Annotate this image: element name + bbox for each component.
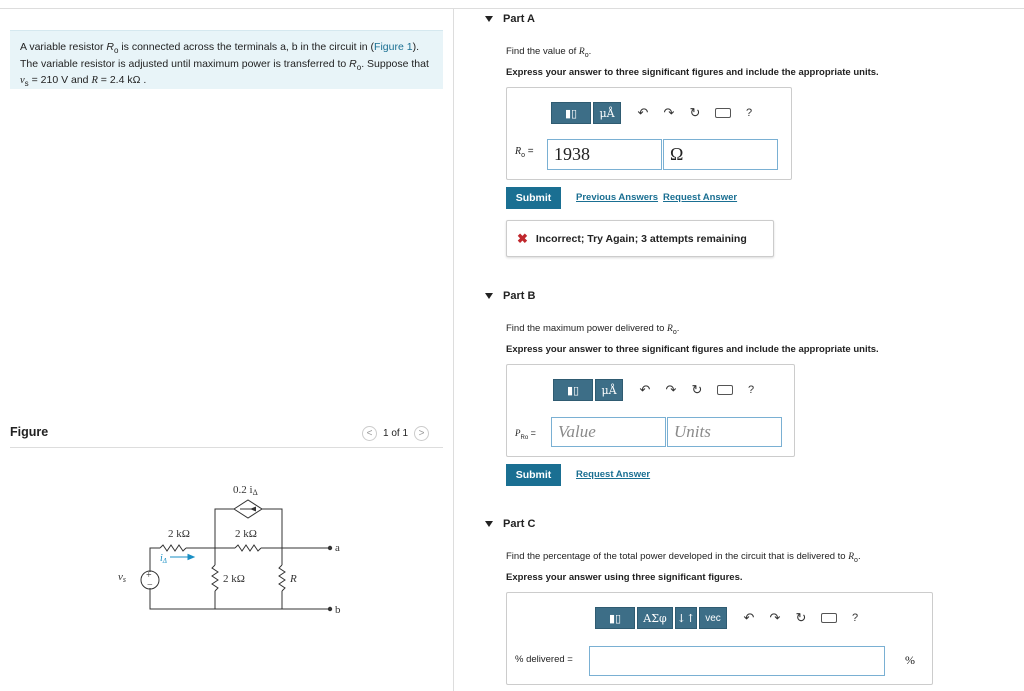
r-top-mid-label: 2 kΩ (235, 528, 257, 540)
part-a-answer-box (506, 87, 792, 180)
part-a-header[interactable] (485, 13, 535, 25)
units-button[interactable]: μÅ (593, 102, 621, 124)
part-a-instruction: Express your answer to three significant figures and include the appropriate units. (506, 67, 879, 78)
r-right-label: R (290, 573, 297, 585)
part-c-answer-box (506, 592, 933, 685)
part-b-toolbar (553, 379, 763, 401)
part-b-header[interactable] (485, 290, 535, 302)
figure-pager (362, 426, 429, 441)
collapse-icon (485, 16, 493, 22)
part-c-unit-label: % (905, 653, 915, 667)
terminal-b (328, 607, 332, 611)
part-c-instruction: Express your answer using three significant figures. (506, 572, 743, 583)
wire-bottom (150, 588, 330, 609)
part-b-answer-box (506, 364, 795, 457)
part-a-units-input[interactable]: Ω (663, 139, 778, 170)
part-a-feedback (506, 220, 774, 257)
wire-source-top (150, 548, 160, 572)
keyboard-icon[interactable] (817, 608, 841, 628)
wire-dep-right (262, 509, 282, 548)
part-a-value-input[interactable]: 1938 (547, 139, 662, 170)
help-icon[interactable]: ? (851, 612, 859, 624)
part-a-question: Find the value of $R_o$. (506, 46, 592, 59)
part-c-title: Part C (503, 518, 536, 530)
keyboard-icon[interactable] (713, 380, 737, 400)
help-icon[interactable]: ? (745, 107, 753, 119)
keyboard-icon[interactable] (711, 103, 735, 123)
part-c-value-input[interactable] (589, 646, 885, 676)
previous-answers-link[interactable]: Previous Answers (576, 192, 659, 203)
vs-label: vs (118, 571, 127, 584)
templates-button[interactable]: ▮▯ (553, 379, 593, 401)
templates-button[interactable]: ▮▯ (595, 607, 635, 629)
part-b-value-input[interactable]: Value (551, 417, 666, 447)
part-a-request-answer-link[interactable]: Request Answer (663, 192, 738, 203)
part-a-var-label: $R_o$ = (515, 146, 534, 159)
figure-divider (10, 447, 443, 448)
undo-icon[interactable]: ↶ (637, 105, 649, 120)
part-a-title: Part A (503, 13, 535, 25)
redo-icon[interactable]: ↷ (665, 382, 677, 397)
incorrect-icon: ✖ (517, 230, 528, 246)
dep-arrow-head (250, 507, 256, 512)
part-c-question: Find the percentage of the total power developed in the circuit that is delivered to $R_o$. (506, 551, 861, 564)
current-label: $i_\Delta$ (160, 553, 167, 565)
r-mid-label: 2 kΩ (223, 573, 245, 585)
r-top-left-label: 2 kΩ (168, 528, 190, 540)
arrows-button[interactable]: ↓↑ (675, 607, 697, 629)
problem-statement (10, 30, 443, 89)
part-b-request-answer-link[interactable]: Request Answer (576, 469, 651, 480)
greek-button[interactable]: ΑΣφ (637, 607, 673, 629)
part-c-header[interactable] (485, 518, 535, 530)
node-a-label: a (335, 542, 340, 554)
dep-source-label: 0.2 iΔ (233, 484, 258, 497)
part-b-units-input[interactable]: Units (667, 417, 782, 447)
vec-button[interactable]: vec (699, 607, 727, 629)
figure-label: Figure (10, 425, 49, 439)
collapse-icon (485, 521, 493, 527)
part-b-instruction: Express your answer to three significant figures and include the appropriate units. (506, 344, 879, 355)
help-icon[interactable]: ? (747, 384, 755, 396)
collapse-icon (485, 293, 493, 299)
figure-link[interactable]: Figure 1 (374, 41, 413, 53)
resistor-top-mid (235, 545, 261, 551)
reset-icon[interactable]: ↻ (691, 382, 703, 397)
pager-text: 1 of 1 (383, 428, 409, 439)
part-b-submit-button[interactable]: Submit (506, 464, 561, 486)
top-divider (0, 8, 1024, 9)
undo-icon[interactable]: ↶ (639, 382, 651, 397)
redo-icon[interactable]: ↷ (769, 610, 781, 625)
terminal-a (328, 546, 332, 550)
next-figure-button[interactable]: > (414, 426, 429, 441)
prev-figure-button[interactable]: < (362, 426, 377, 441)
part-b-var-label: $P_{Ro}$ = (515, 428, 536, 441)
current-arrow-head (188, 555, 194, 560)
resistor-mid (212, 565, 218, 591)
part-b-question: Find the maximum power delivered to $R_o$. (506, 323, 680, 336)
column-divider (453, 9, 454, 691)
reset-icon[interactable]: ↻ (689, 105, 701, 120)
circuit-diagram (100, 475, 360, 625)
resistor-top-left (160, 545, 186, 551)
undo-icon[interactable]: ↶ (743, 610, 755, 625)
templates-button[interactable]: ▮▯ (551, 102, 591, 124)
minus-sign: − (147, 580, 153, 591)
resistor-R (279, 565, 285, 591)
part-a-toolbar (551, 102, 761, 124)
plus-sign: + (146, 570, 152, 581)
part-a-submit-button[interactable]: Submit (506, 187, 561, 209)
node-b-label: b (335, 604, 341, 616)
part-c-var-label: % delivered = (515, 654, 573, 665)
wire-dep-left (215, 509, 234, 548)
part-b-title: Part B (503, 290, 536, 302)
units-button[interactable]: μÅ (595, 379, 623, 401)
problem-text: A variable resistor $R_o$ is connected across the terminals a, b in the circuit in (Figure 1). The variable resistor is adjusted until maximum power is transferred to $R_o$. Suppose that $v_s = 210$ V and R = 2.4 kΩ . (20, 41, 429, 89)
feedback-text: Incorrect; Try Again; 3 attempts remaining (535, 232, 747, 245)
reset-icon[interactable]: ↻ (795, 610, 807, 625)
redo-icon[interactable]: ↷ (663, 105, 675, 120)
part-c-toolbar (595, 607, 867, 629)
